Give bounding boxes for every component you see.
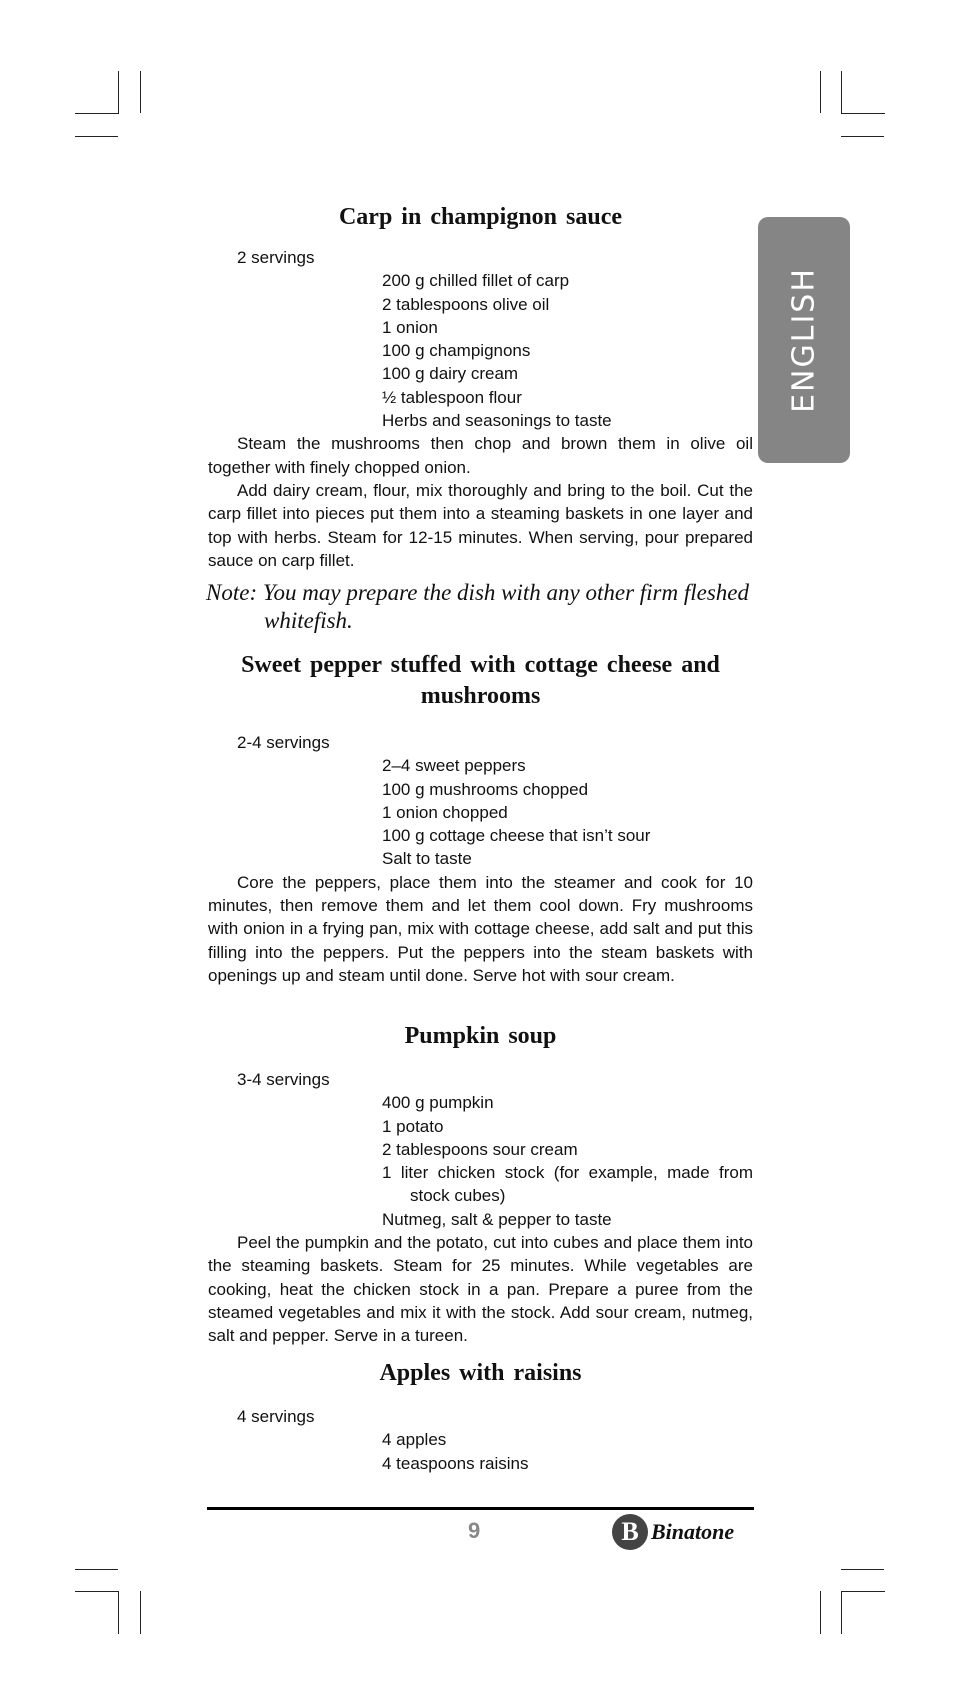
ingredient-list [208, 754, 753, 870]
ingredient: 1 liter chicken stock (for example, made from stock cubes) [382, 1163, 753, 1206]
instructions: Core the peppers, place them into the steamer and cook for 10 minutes, then remove them and let them cool down. Fry mushrooms with onion in a frying pan, mix with cottage cheese, add salt and put this filling into the peppers. Put the peppers into the steam baskets with openings up and steam until done. Serve hot with sour cream. [208, 872, 753, 985]
crop-mark [140, 71, 141, 113]
note [206, 579, 766, 635]
crop-mark [841, 71, 842, 113]
crop-mark [841, 1591, 842, 1634]
crop-mark [75, 1569, 118, 1570]
crop-mark [75, 113, 119, 114]
ingredient: 200 g chilled fillet of carp [382, 271, 570, 291]
servings: 2-4 servings [237, 733, 330, 752]
recipe-title-line: mushrooms [420, 683, 541, 709]
ingredient: ½ tablespoon flour [382, 387, 522, 407]
ingredient: Nutmeg, salt & pepper to taste [382, 1209, 612, 1229]
crop-mark [820, 71, 821, 113]
crop-mark [820, 1591, 821, 1634]
note-line: Note: You may prepare the dish with any other firm fleshed [206, 580, 750, 605]
crop-mark [841, 136, 884, 137]
recipe-title [208, 650, 753, 712]
crop-mark [118, 1591, 119, 1634]
recipe-body [208, 246, 753, 572]
ingredient: 4 apples [382, 1430, 447, 1450]
note-line: whitefish. [264, 608, 353, 633]
instructions: Peel the pumpkin and the potato, cut into cubes and place them into the steaming baskets. Steam for 25 minutes. While vegetables are cooking, heat the chicken stock in a pan. Prepare a puree from the steamed vegetables and mix it with the stock. Add sour cream, nutmeg, salt and pepper. Serve in a tureen. [208, 1233, 753, 1346]
ingredient: 100 g dairy cream [382, 364, 519, 384]
instructions: Add dairy cream, flour, mix thoroughly and bring to the boil. Cut the carp fillet into pieces put them into a steaming baskets in one layer and top with herbs. Steam for 12-15 minutes. When serving, pour prepared sauce on carp fillet. [208, 480, 753, 570]
footer-rule [207, 1507, 754, 1510]
ingredient: 100 g cottage cheese that isn’t sour [382, 826, 651, 846]
ingredient: Salt to taste [382, 849, 472, 869]
recipe-title: Carp in champignon sauce [338, 204, 623, 230]
ingredient: 2 tablespoons olive oil [382, 294, 550, 314]
brand-logo [612, 1514, 734, 1550]
instructions: Steam the mushrooms then chop and brown them in olive oil together with finely chopped onion. [208, 434, 753, 477]
ingredient: 1 onion [382, 317, 438, 337]
recipe-body [208, 1405, 753, 1475]
page-number: 9 [468, 1518, 481, 1543]
ingredient-list [208, 1091, 753, 1231]
crop-mark [841, 1591, 885, 1592]
ingredient: 2–4 sweet peppers [382, 756, 526, 776]
ingredient: 1 potato [382, 1116, 444, 1136]
recipe-title: Pumpkin soup [404, 1023, 557, 1049]
ingredient: 100 g mushrooms chopped [382, 779, 589, 799]
servings: 2 servings [237, 248, 315, 267]
crop-mark [75, 136, 118, 137]
ingredient: 1 onion chopped [382, 802, 508, 822]
crop-mark [118, 71, 119, 113]
ingredient: 100 g champignons [382, 341, 531, 361]
ingredient-list [208, 269, 753, 432]
crop-mark [75, 1591, 119, 1592]
ingredient-list [208, 1428, 753, 1475]
crop-mark [841, 113, 885, 114]
recipe-title-line: Sweet pepper stuffed with cottage cheese and [241, 652, 720, 678]
ingredient: 400 g pumpkin [382, 1093, 494, 1113]
crop-mark [841, 1569, 884, 1570]
servings: 3-4 servings [237, 1070, 330, 1089]
ingredient: Herbs and seasonings to taste [382, 411, 612, 431]
recipe-body [208, 731, 753, 987]
ingredient: 4 teaspoons raisins [382, 1453, 529, 1473]
brand-logo-icon: B [612, 1514, 648, 1550]
brand-name: Binatone [651, 1519, 735, 1544]
recipe-title: Apples with raisins [379, 1360, 582, 1386]
recipe-body [208, 1068, 753, 1348]
language-tab [758, 217, 850, 463]
servings: 4 servings [237, 1407, 315, 1426]
ingredient: 2 tablespoons sour cream [382, 1139, 578, 1159]
language-tab-label: ENGLISH [786, 267, 822, 413]
crop-mark [140, 1591, 141, 1634]
